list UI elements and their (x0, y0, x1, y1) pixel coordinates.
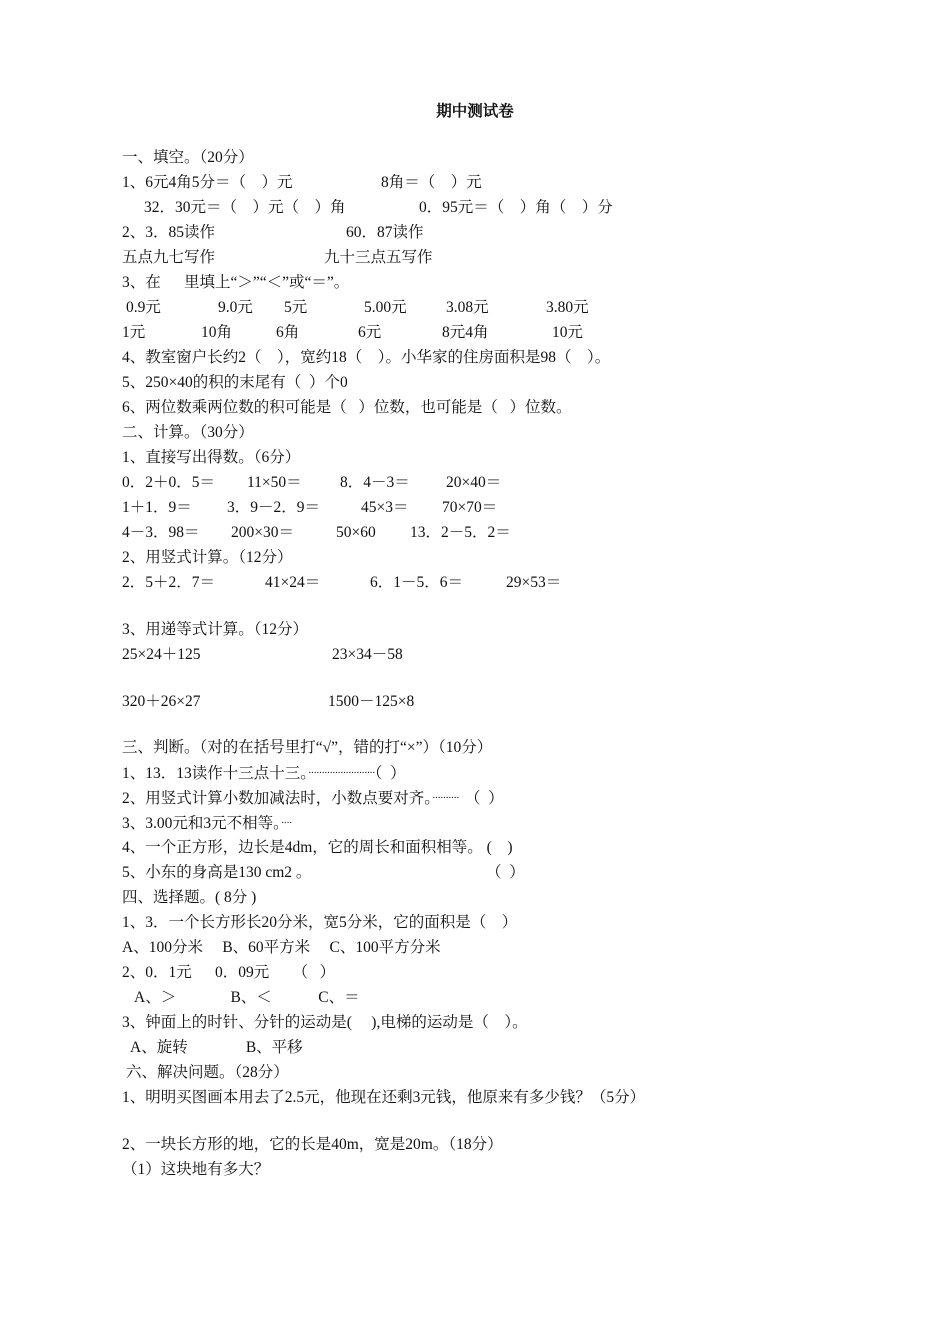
q5-text: 5、250×40的积的末尾有（ ）个0 (122, 374, 348, 391)
calc-item: 45×3＝ (361, 499, 409, 516)
section1-heading: 一、填空。（20分） (122, 149, 254, 166)
q1c-text: 32．30元＝（ ）元（ ）角 (144, 199, 346, 216)
compare-item: 10角 (201, 324, 233, 341)
calc-item: 20×40＝ (446, 474, 502, 491)
choice-q3-options: A、旋转 B、平移 (130, 1039, 303, 1056)
choice-q2: 2、0．1元 0．09元 （ ） (122, 964, 336, 981)
compare-item: 9.0元 (218, 299, 253, 316)
choice-q3: 3、钟面上的时针、分针的运动是( ),电梯的运动是（ ）。 (122, 1014, 528, 1031)
expr-item: 1500－125×8 (328, 693, 415, 710)
leader-dots: ·········· (432, 792, 459, 804)
answer-bracket: （ ） (472, 790, 504, 807)
calc-item: 8．4－3＝ (340, 474, 410, 491)
compare-item: 8元4角 (442, 324, 489, 341)
calc-item: 200×30＝ (231, 524, 294, 541)
compare-item: 5.00元 (364, 299, 407, 316)
q1b-text: 8角＝（ ）元 (381, 174, 482, 191)
leader-dots: ···· (280, 817, 292, 829)
section3-heading: 三、判断。（对的在括号里打“√”，错的打“×”）（10分） (122, 739, 493, 756)
judge-item-2 (122, 788, 504, 809)
compare-item: 3.08元 (446, 299, 489, 316)
section2-heading: 二、计算。（30分） (122, 424, 254, 441)
expr-item: 320＋26×27 (122, 693, 201, 710)
problem-2: 2、一块长方形的地，它的长是40m，宽是20m。（18分） (122, 1136, 503, 1153)
q3-text: 3、在 里填上“＞”“＜”或“＝”。 (122, 274, 350, 291)
q1d-text: 0．95元＝（ ）角（ ）分 (419, 199, 613, 216)
exam-title: 期中测试卷 (436, 103, 514, 120)
choice-q1: 1、3．一个长方形长20分米，宽5分米，它的面积是（ ） (122, 914, 518, 931)
q2d-text: 九十三点五写作 (324, 249, 433, 266)
judge-text: 3、3.00元和3元不相等。 (122, 815, 281, 832)
calc-item: 41×24＝ (265, 574, 321, 591)
answer-bracket: （ ） (374, 765, 406, 782)
calc-sub2: 2、用竖式计算。（12分） (122, 549, 293, 566)
compare-item: 1元 (122, 324, 146, 341)
leader-dots: ························· (308, 767, 375, 779)
judge-text: 2、用竖式计算小数加减法时，小数点要对齐。 (122, 790, 433, 807)
q1a-text: 1、6元4角5分＝（ ）元 (122, 174, 293, 191)
judge-item-1 (122, 763, 406, 784)
calc-item: 2．5＋2．7＝ (122, 574, 216, 591)
q2a-text: 2、3．85读作 (122, 224, 216, 241)
q2c-text: 五点九七写作 (122, 249, 216, 266)
section6-heading: 六、解决问题。（28分） (126, 1064, 289, 1081)
judge-item-4: 4、一个正方形，边长是4dm，它的周长和面积相等。 ( ) (122, 839, 513, 856)
q4-text: 4、教室窗户长约2（ ），宽约18（ ）。小华家的住房面积是98（ ）。 (122, 349, 611, 366)
judge-item-5: 5、小东的身高是130 cm2 。 (122, 864, 312, 881)
choice-q2-options: A、＞ B、＜ C、＝ (134, 989, 360, 1006)
calc-sub1: 1、直接写出得数。（6分） (122, 449, 301, 466)
calc-item: 4－3．98＝ (122, 524, 200, 541)
compare-item: 10元 (552, 324, 584, 341)
problem-2-part-1: （1）这块地有多大？ (122, 1161, 270, 1178)
calc-sub3: 3、用递等式计算。（12分） (122, 621, 309, 638)
calc-item: 70×70＝ (442, 499, 498, 516)
compare-item: 5元 (284, 299, 308, 316)
problem-1: 1、明明买图画本用去了2.5元，他现在还剩3元钱，他原来有多少钱？（5分） (122, 1089, 646, 1106)
judge-text: 1、13．13读作十三点十三。 (122, 765, 309, 782)
judge-item-3 (122, 813, 292, 834)
calc-item: 1＋1．9＝ (122, 499, 192, 516)
expr-item: 23×34－58 (332, 646, 403, 663)
section4-heading: 四、选择题。( 8分 ) (122, 889, 257, 906)
calc-item: 6．1－5．6＝ (370, 574, 464, 591)
calc-item: 3．9－2．9＝ (227, 499, 321, 516)
calc-item: 29×53＝ (506, 574, 562, 591)
calc-item: 50×60 (336, 524, 376, 541)
compare-item: 6元 (358, 324, 382, 341)
compare-item: 6角 (276, 324, 300, 341)
expr-item: 25×24＋125 (122, 646, 201, 663)
calc-item: 11×50＝ (247, 474, 302, 491)
answer-bracket: （ ） (486, 864, 525, 881)
calc-item: 13．2－5．2＝ (410, 524, 511, 541)
compare-item: 0.9元 (126, 299, 161, 316)
q6-text: 6、两位数乘两位数的积可能是（ ）位数，也可能是（ ）位数。 (122, 399, 572, 416)
calc-item: 0．2＋0．5＝ (122, 474, 216, 491)
choice-q1-options: A、100分米 B、60平方米 C、100平方分米 (122, 939, 441, 956)
q2b-text: 60．87读作 (346, 224, 424, 241)
compare-item: 3.80元 (546, 299, 589, 316)
